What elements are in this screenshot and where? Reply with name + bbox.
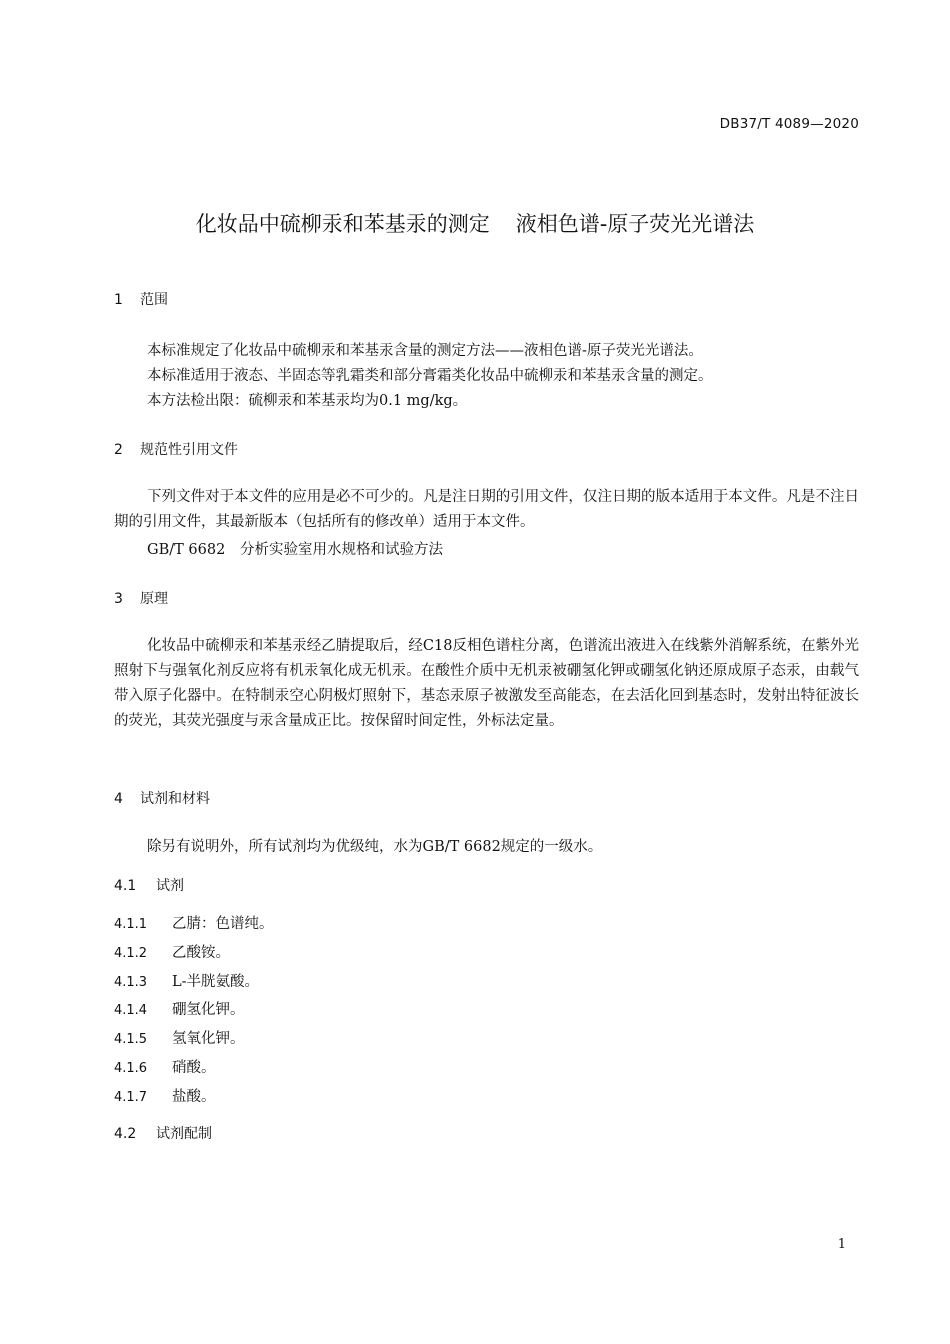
reagent-item: 4.1.2 乙酸铵。: [114, 945, 230, 961]
reagent-item: 4.1.6 硝酸。: [114, 1060, 216, 1076]
principle-paragraph: 化妆品中硫柳汞和苯基汞经乙腈提取后，经C18反相色谱柱分离，色谱流出液进入在线紫外消解系统，在紫外光照射下与强氧化剂反应将有机汞氧化成无机汞。在酸性介质中无机汞被硼氢化钾或硼氢化钠还原成原子态汞，由载气带入原子化器中。在特制汞空心阴极灯照射下，基态汞原子被激发至高能态，在去活化回到基态时，发射出特征波长的荧光，其荧光强度与汞含量成正比。按保留时间定性，外标法定量。: [114, 638, 859, 729]
reagent-item: 4.1.7 盐酸。: [114, 1089, 216, 1105]
document-title: [0, 208, 950, 238]
section-4-heading: 4 试剂和材料: [114, 791, 210, 807]
reagent-item: 4.1.5 氢氧化钾。: [114, 1031, 245, 1047]
title-part-2: 液相色谱-原子荧光光谱法: [515, 212, 755, 236]
reference-code: GB/T 6682: [147, 542, 226, 558]
reference-title: 分析实验室用水规格和试验方法: [240, 542, 443, 558]
section-4-2-heading: 4.2 试剂配制: [114, 1126, 212, 1142]
reagent-item: 4.1.4 硼氢化钾。: [114, 1002, 245, 1018]
title-part-1: 化妆品中硫柳汞和苯基汞的测定: [195, 212, 490, 236]
section-2-heading: 2 规范性引用文件: [114, 442, 238, 458]
section-4-1-heading: 4.1 试剂: [114, 878, 184, 894]
reagent-item: 4.1.1 乙腈：色谱纯。: [114, 916, 274, 932]
reagents-intro: 除另有说明外，所有试剂均为优级纯，水为GB/T 6682规定的一级水。: [147, 839, 603, 855]
scope-line-3: 本方法检出限：硫柳汞和苯基汞均为0.1 mg/kg。: [147, 393, 468, 409]
section-1-heading: 1 范围: [114, 292, 168, 308]
standard-number: DB37/T 4089—2020: [719, 116, 859, 132]
normative-references-paragraph: 下列文件对于本文件的应用是必不可少的。凡是注日期的引用文件，仅注日期的版本适用于本文件。凡是不注日期的引用文件，其最新版本（包括所有的修改单）适用于本文件。: [114, 489, 859, 530]
reagent-item: 4.1.3 L-半胱氨酸。: [114, 974, 260, 990]
scope-line-2: 本标准适用于液态、半固态等乳霜类和部分膏霜类化妆品中硫柳汞和苯基汞含量的测定。: [147, 368, 713, 384]
scope-line-1: 本标准规定了化妆品中硫柳汞和苯基汞含量的测定方法——液相色谱-原子荧光光谱法。: [147, 343, 703, 359]
section-3-heading: 3 原理: [114, 591, 168, 607]
page-number: 1: [837, 1237, 846, 1252]
reference-standard: [147, 538, 443, 559]
